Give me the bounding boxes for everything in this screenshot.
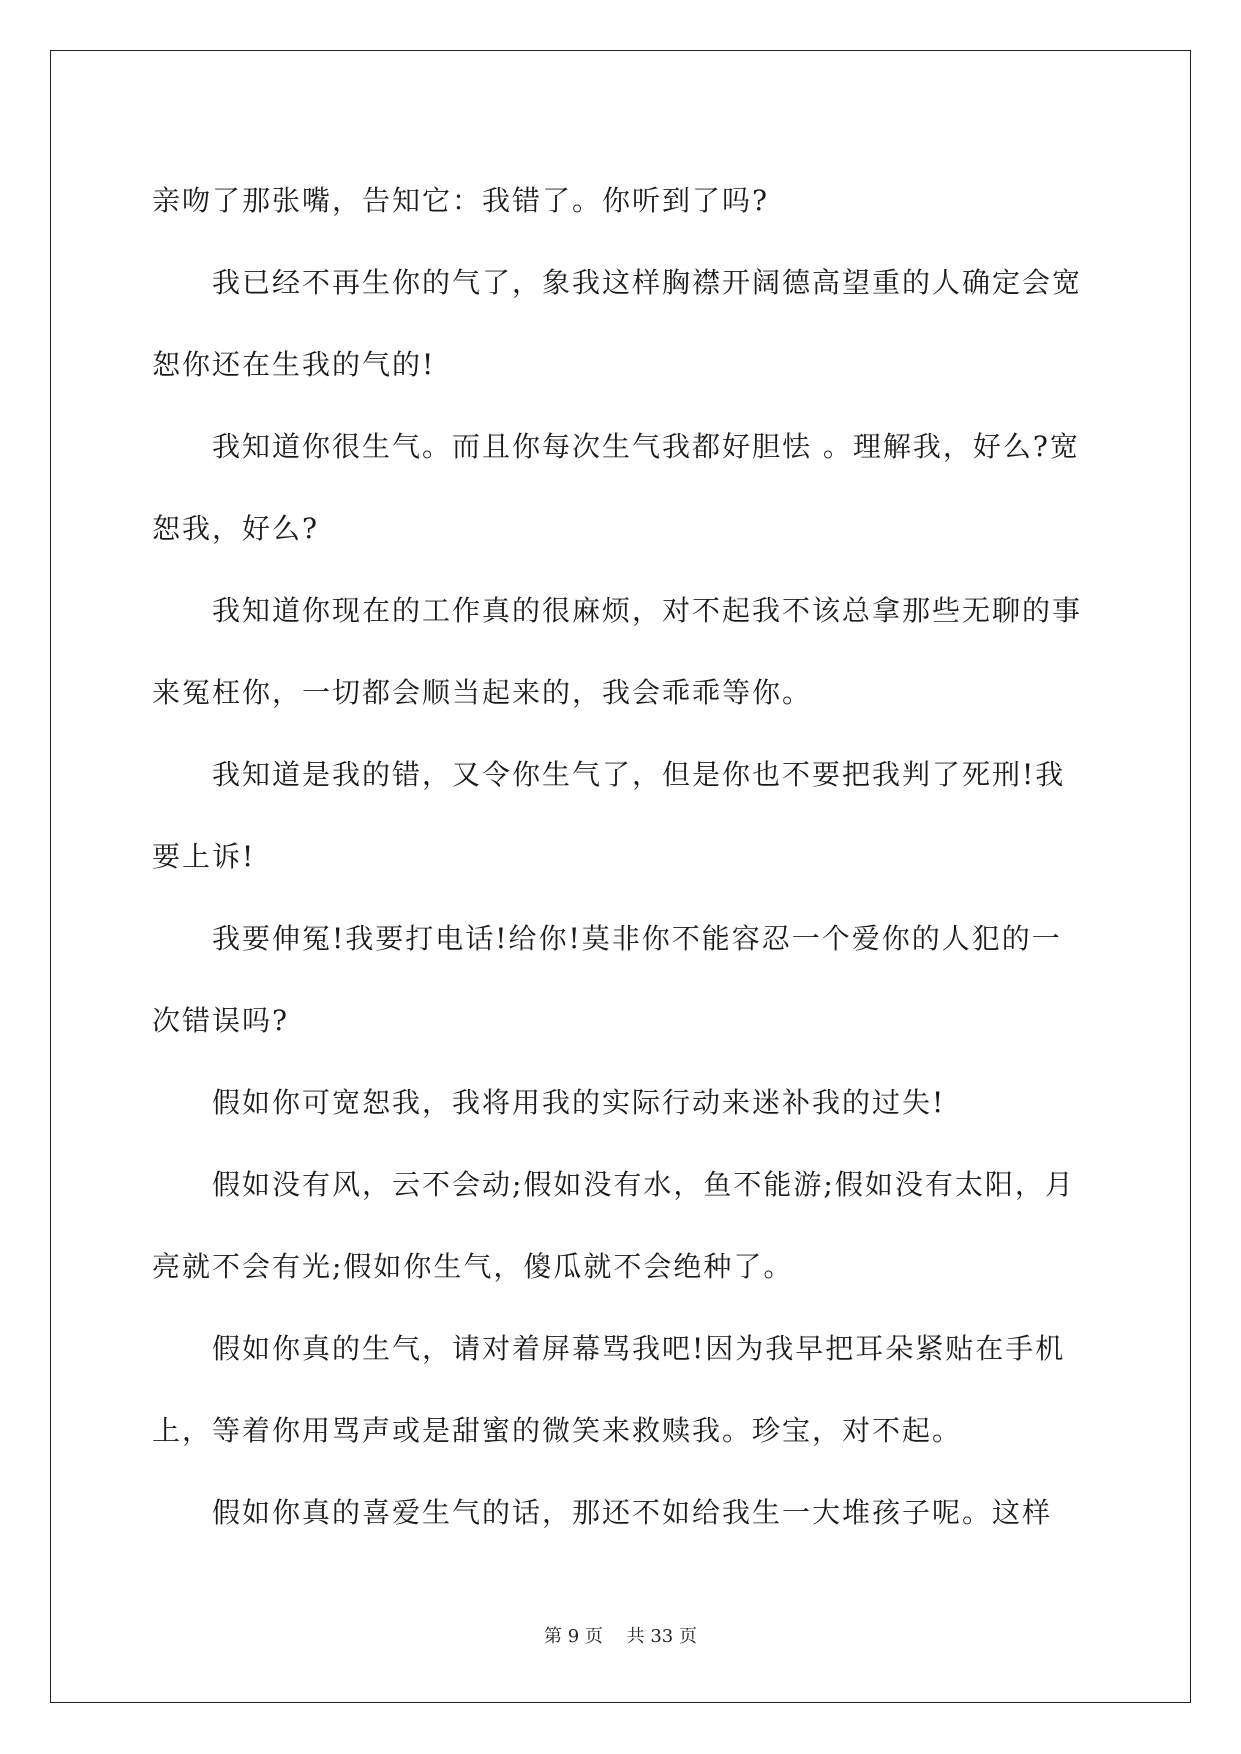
- paragraph: 假如你真的喜爱生气的话，那还不如给我生一大堆孩子呢。这样: [212, 1496, 1053, 1529]
- document-body: [152, 160, 1090, 1554]
- paragraph: 我已经不再生你的气了，象我这样胸襟开阔德高望重的人确定会宽恕你还在生我的气的!: [152, 266, 1083, 381]
- paragraph: 我知道你现在的工作真的很麻烦，对不起我不该总拿那些无聊的事来冤枉你，一切都会顺当起来的，我会乖乖等你。: [152, 594, 1083, 709]
- paragraph: 假如没有风，云不会动;假如没有水，鱼不能游;假如没有太阳，月亮就不会有光;假如你生气，傻瓜就不会绝种了。: [152, 1168, 1075, 1283]
- paragraph: 假如你真的生气，请对着屏幕骂我吧!因为我早把耳朵紧贴在手机上，等着你用骂声或是甜蜜的微笑来救赎我。珍宝，对不起。: [152, 1332, 1066, 1447]
- paragraph: 我要伸冤!我要打电话!给你!莫非你不能容忍一个爱你的人犯的一次错误吗?: [152, 922, 1062, 1037]
- paragraph: 假如你可宽恕我，我将用我的实际行动来迷补我的过失!: [212, 1086, 946, 1119]
- paragraph: 我知道你很生气。而且你每次生气我都好胆怯 。理解我，好么?宽恕我，好么?: [152, 430, 1080, 545]
- paragraph: 亲吻了那张嘴，告知它：我错了。你听到了吗?: [152, 184, 770, 217]
- paragraph: 我知道是我的错，又令你生气了，但是你也不要把我判了死刑!我要上诉!: [152, 758, 1066, 873]
- page-number-footer: 第 9 页 共 33 页: [544, 1626, 697, 1647]
